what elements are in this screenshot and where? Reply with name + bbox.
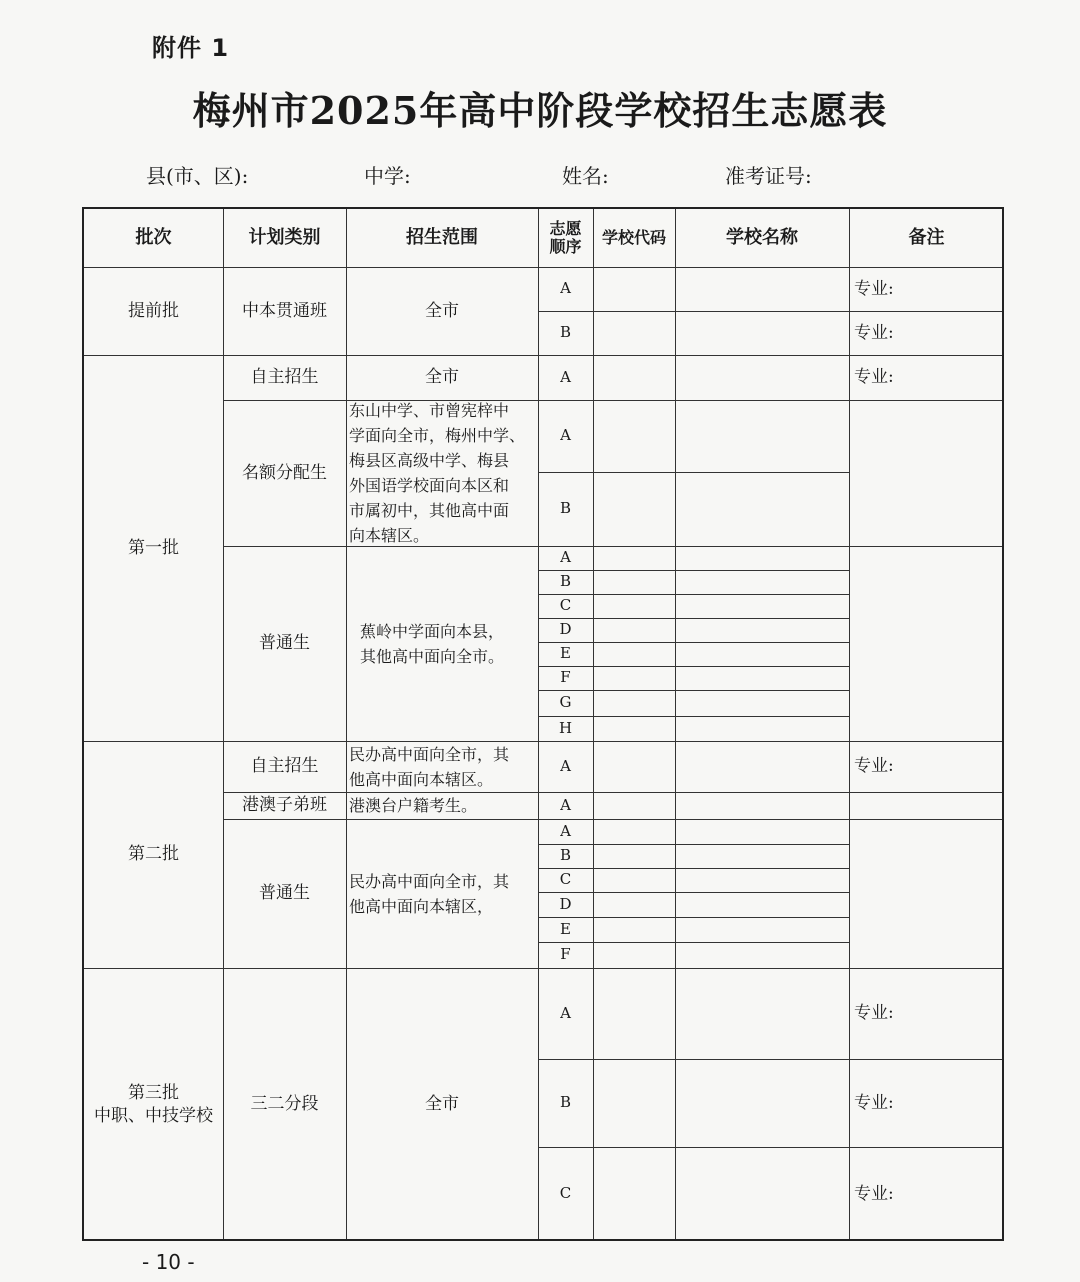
page-title: 梅州市2025年高中阶段学校招生志愿表 (192, 88, 888, 133)
choice-order: A (560, 548, 571, 567)
attachment-label: 附件 1 (152, 34, 230, 62)
header-plan-type: 计划类别 (248, 227, 321, 249)
batch-first: 第一批 (128, 537, 179, 558)
batch-early: 提前批 (128, 300, 179, 321)
choice-order: C (559, 1184, 572, 1203)
remark-major: 专业: (854, 1092, 894, 1113)
remark-major: 专业: (854, 367, 894, 388)
choice-order: E (560, 644, 571, 663)
header-batch: 批次 (135, 227, 172, 249)
scope-first-regular: 蕉岭中学面向本县， 其他高中面向全市。 (360, 621, 505, 666)
batch-third: 第三批 中职、中技学校 (94, 1083, 213, 1126)
header-scope: 招生范围 (406, 227, 478, 249)
choice-order: A (560, 1003, 571, 1022)
choice-order: B (559, 499, 572, 518)
scope-first-quota: 东山中学、市曾宪梓中 学面向全市，梅州中学、 梅县区高级中学、梅县 外国语学校面向本区和 市属初中，其他高中面 向本辖区。 (349, 401, 526, 545)
plan-type-regular: 普通生 (259, 883, 310, 904)
header-choice-order: 志愿 顺序 (549, 218, 582, 256)
choice-order: G (559, 693, 572, 712)
plan-type-autonomous: 自主招生 (250, 367, 319, 388)
scope-second-autonomous: 民办高中面向全市，其 他高中面向本辖区。 (349, 744, 510, 789)
scope-second-regular: 民办高中面向全市，其 他高中面向本辖区， (349, 871, 510, 916)
exam-number-field-label: 准考证号: (725, 164, 812, 188)
choice-order: F (560, 945, 571, 964)
plan-type-autonomous: 自主招生 (250, 756, 319, 777)
choice-order: A (560, 426, 571, 445)
header-remarks: 备注 (908, 227, 945, 249)
header-school-name: 学校名称 (726, 227, 798, 249)
choice-order: C (559, 870, 572, 889)
choice-order: B (559, 572, 572, 591)
choice-order: A (560, 279, 571, 298)
choice-order: H (558, 718, 573, 737)
page-number: - 10 - (142, 1250, 195, 1274)
choice-order: A (560, 795, 571, 814)
county-field-label: 县(市、区): (146, 164, 249, 188)
plan-type-regular: 普通生 (259, 633, 310, 654)
plan-type-three-two: 三二分段 (250, 1094, 319, 1115)
choice-order: A (560, 821, 571, 840)
plan-type-quota: 名额分配生 (242, 462, 327, 483)
choice-order: F (560, 668, 571, 687)
choice-order: A (560, 367, 571, 386)
name-field-label: 姓名: (562, 164, 609, 188)
choice-order: C (559, 596, 572, 615)
remark-major: 专业: (854, 1183, 894, 1204)
choice-order: B (559, 846, 572, 865)
plan-type-hk-macao: 港澳子弟班 (242, 795, 327, 816)
scope-early: 全市 (425, 300, 459, 321)
scope-third: 全市 (425, 1094, 459, 1115)
choice-order: D (559, 894, 572, 913)
remark-major: 专业: (854, 322, 894, 343)
scope-hk-macao: 港澳台户籍考生。 (349, 796, 478, 815)
choice-order: E (560, 919, 571, 938)
school-field-label: 中学: (364, 164, 411, 188)
header-school-code: 学校代码 (601, 227, 666, 247)
remark-major: 专业: (854, 1003, 894, 1024)
remark-major: 专业: (854, 278, 894, 299)
choice-order: B (559, 323, 572, 342)
table-rule (593, 209, 594, 1239)
plan-type-through-class: 中本贯通班 (242, 300, 327, 321)
table-rule (675, 209, 676, 1239)
application-table (82, 207, 1004, 1241)
scope-first-autonomous: 全市 (425, 367, 459, 388)
choice-order: B (559, 1093, 572, 1112)
remark-major: 专业: (854, 756, 894, 777)
batch-second: 第二批 (128, 844, 179, 865)
choice-order: A (560, 756, 571, 775)
choice-order: D (559, 620, 572, 639)
